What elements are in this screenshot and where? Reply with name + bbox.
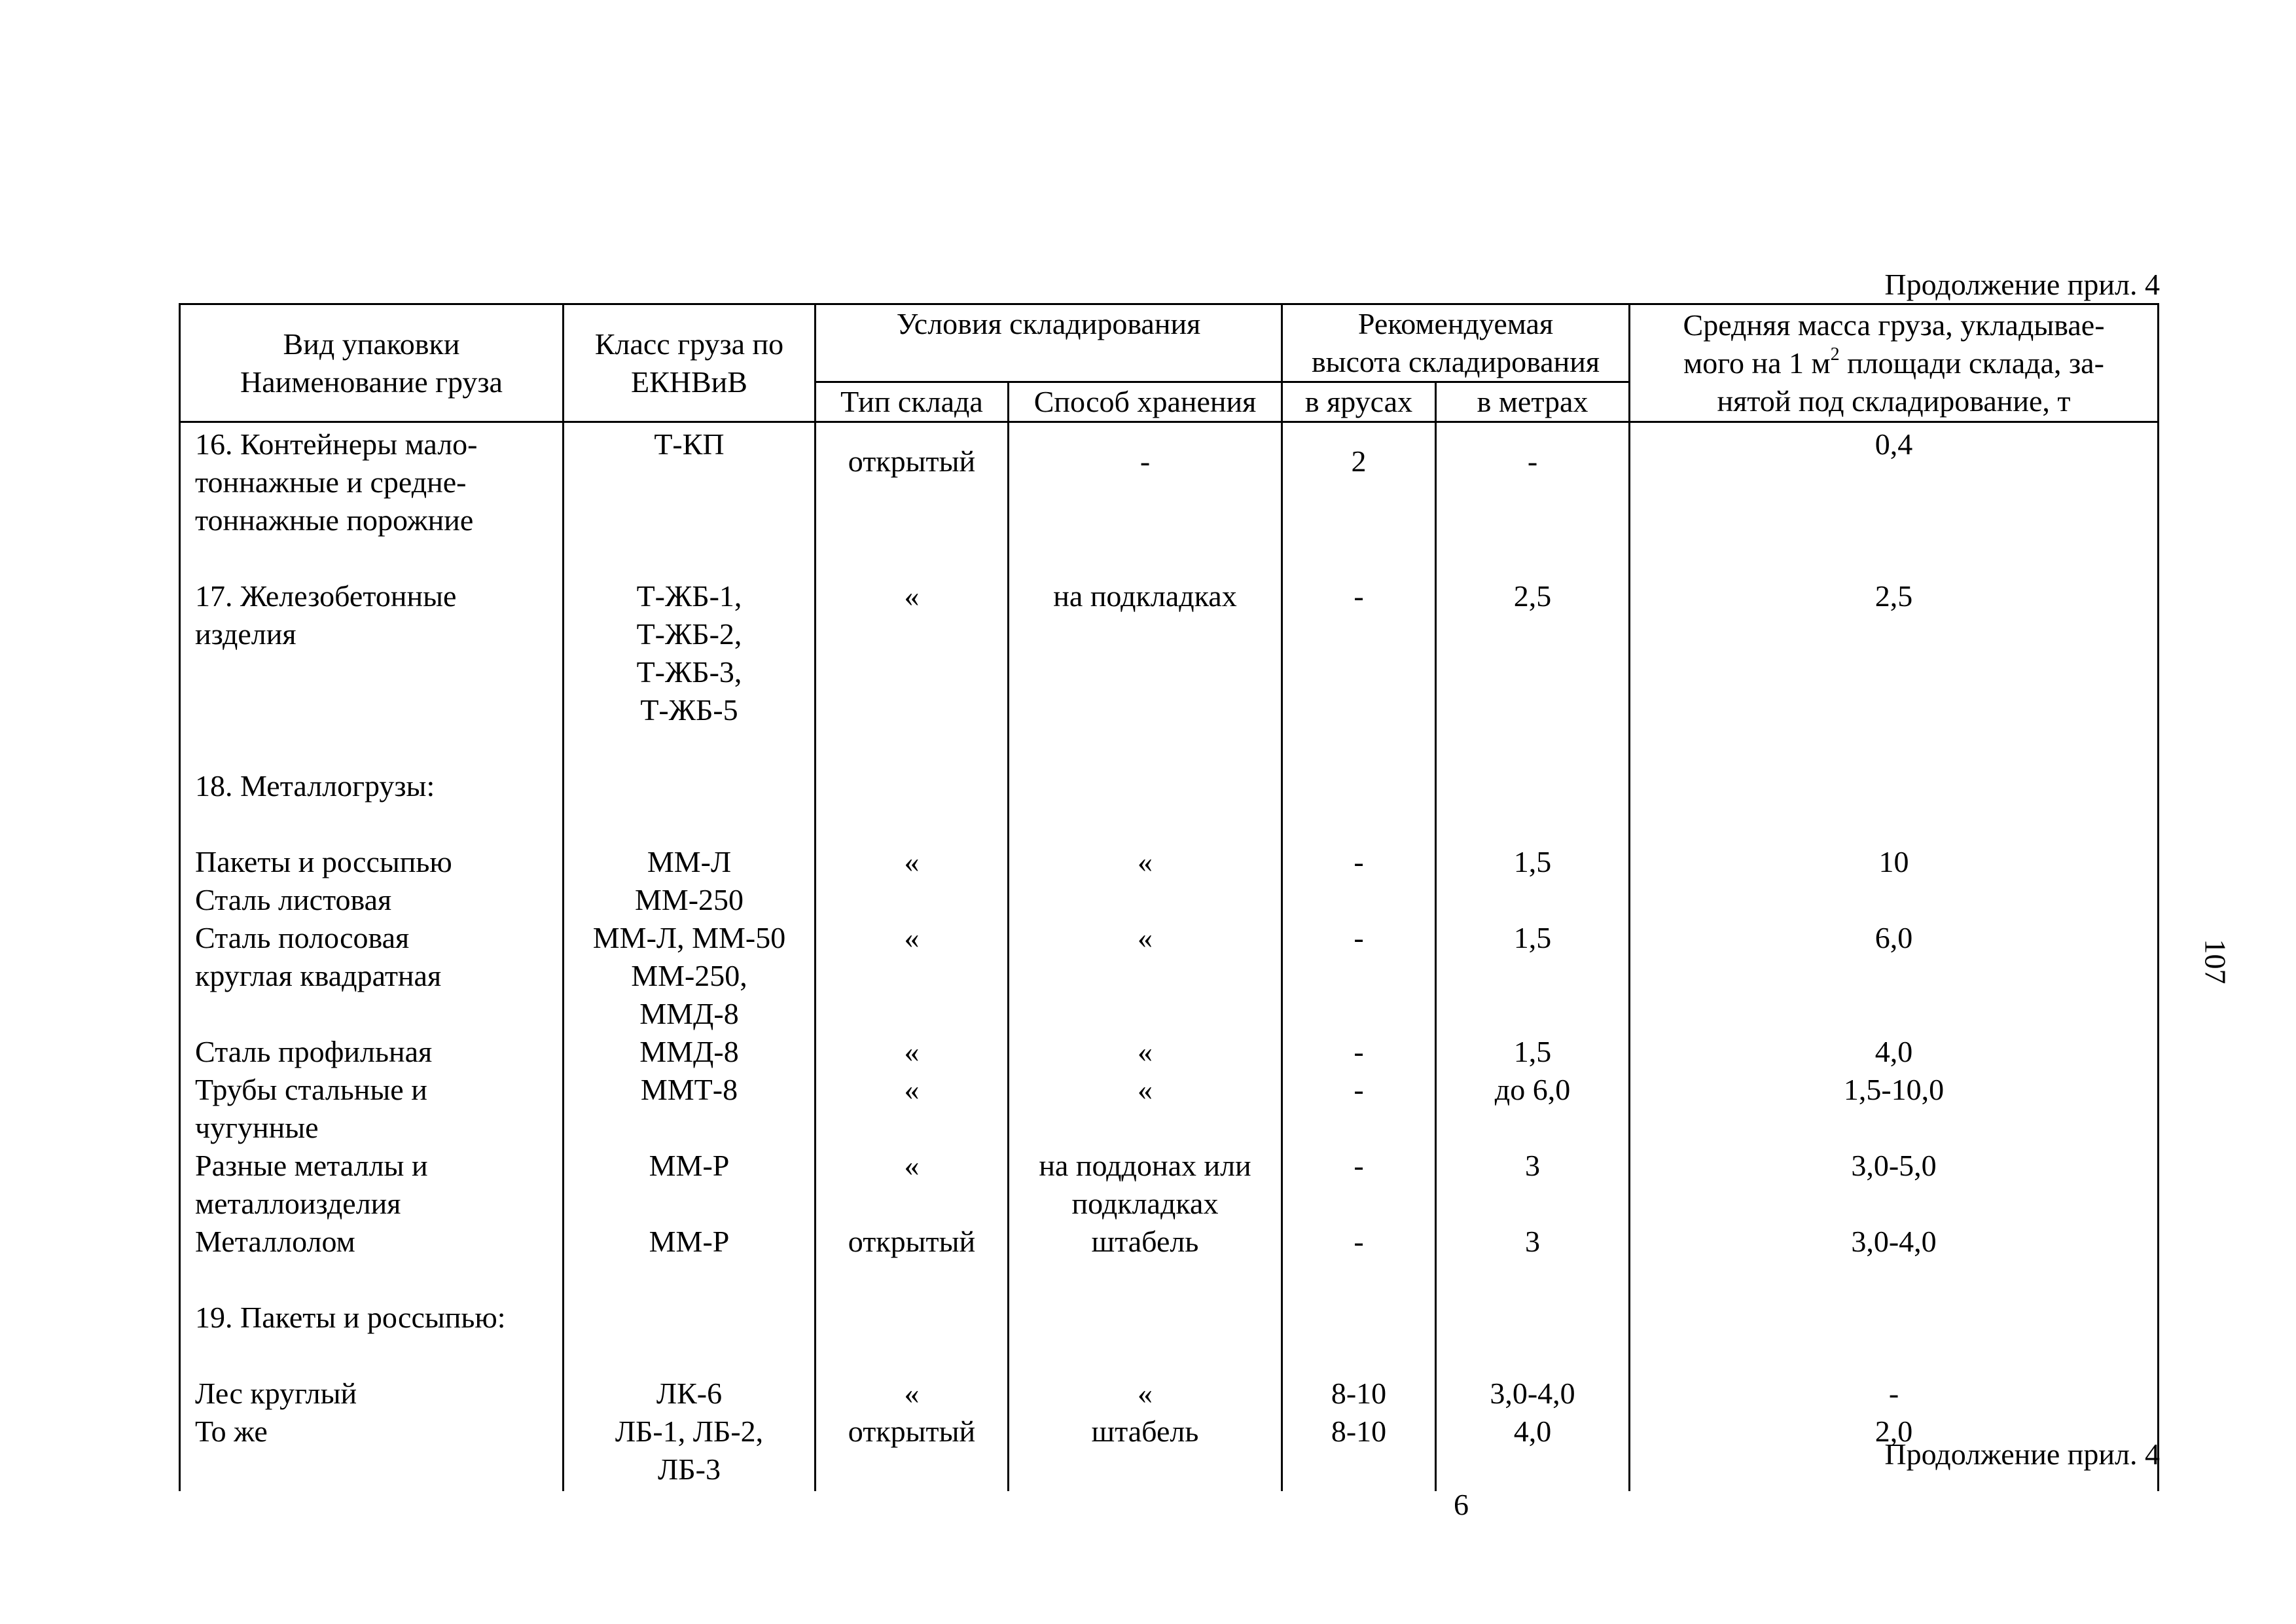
cell-method: « (1009, 1375, 1282, 1413)
storage-table (179, 303, 2159, 1491)
cell-meters: до 6,0 (1436, 1071, 1630, 1147)
cell-section-title: 18. Металлогрузы: (180, 767, 564, 805)
header-in-meters: в метрах (1436, 382, 1630, 422)
cell-type: « (816, 1375, 1009, 1413)
header-average-mass-superscript: 2 (1830, 344, 1840, 365)
spacer-row (180, 1489, 2159, 1491)
cell-class: ММ-Р (564, 1223, 816, 1261)
table-row (180, 1071, 2159, 1147)
cell-meters: - (1436, 422, 1630, 540)
cell-name: Пакеты и россыпью Сталь листовая (180, 843, 564, 919)
cell-name: Сталь полосовая круглая квадратная (180, 919, 564, 1033)
cell-method: « (1009, 1033, 1282, 1071)
table-row (180, 843, 2159, 919)
spacer-row (180, 1337, 2159, 1375)
header-average-mass-line2a: мого на 1 м (1683, 346, 1831, 380)
table-row (180, 1413, 2159, 1489)
cell-method: « (1009, 919, 1282, 1033)
cell-meters: 3 (1436, 1147, 1630, 1223)
cell-type: « (816, 919, 1009, 1033)
cell-mass: 1,5-10,0 (1630, 1071, 2159, 1147)
cell-name: Лес круглый (180, 1375, 564, 1413)
cell-tiers: - (1282, 843, 1436, 919)
cell-class: ММ-Л ММ-250 (564, 843, 816, 919)
spacer-row (180, 805, 2159, 843)
cell-tiers: - (1282, 1147, 1436, 1223)
cell-type: « (816, 1147, 1009, 1223)
cell-method: - (1009, 422, 1282, 540)
continuation-caption-top: Продолжение прил. 4 (1884, 268, 2160, 301)
header-cargo-class: Класс груза по ЕКНВиВ (564, 304, 816, 422)
cell-meters: 1,5 (1436, 843, 1630, 919)
cell-tiers: 2 (1282, 422, 1436, 540)
cell-class: ММТ-8 (564, 1071, 816, 1147)
cell-method: « (1009, 1071, 1282, 1147)
cell-class: ММ-Л, ММ-50 ММ-250, ММД-8 (564, 919, 816, 1033)
cell-class: Т-КП (564, 422, 816, 540)
table-body (180, 422, 2159, 1492)
spacer-row (180, 729, 2159, 767)
cell-mass: 10 (1630, 843, 2159, 919)
cell-mass: 0,4 (1630, 422, 2159, 540)
table-row (180, 767, 2159, 805)
cell-mass: - (1630, 1375, 2159, 1413)
cell-meters: 1,5 (1436, 1033, 1630, 1071)
cell-meters: 3,0-4,0 (1436, 1375, 1630, 1413)
cell-method: штабель (1009, 1223, 1282, 1261)
cell-tiers: - (1282, 919, 1436, 1033)
header-average-mass-line1: Средняя масса груза, укладывае- (1683, 308, 2105, 342)
table-header (180, 304, 2159, 422)
cell-type: открытый (816, 1413, 1009, 1489)
cell-name: То же (180, 1413, 564, 1489)
table-row (180, 1375, 2159, 1413)
cell-mass: 3,0-5,0 (1630, 1147, 2159, 1223)
cell-tiers: - (1282, 1223, 1436, 1261)
spacer-row (180, 539, 2159, 577)
cell-name: Трубы стальные и чугунные (180, 1071, 564, 1147)
cell-tiers: - (1282, 1033, 1436, 1071)
cell-section-title: 19. Пакеты и россыпью: (180, 1299, 564, 1337)
cell-method: на поддонах или подкладках (1009, 1147, 1282, 1223)
cell-mass: 2,5 (1630, 577, 2159, 729)
header-warehouse-type: Тип склада (816, 382, 1009, 422)
header-packaging: Вид упаковки Наименование груза (180, 304, 564, 422)
cell-mass: 3,0-4,0 (1630, 1223, 2159, 1261)
table-row (180, 1033, 2159, 1071)
cell-meters: 1,5 (1436, 919, 1630, 1033)
cell-name: 16. Контейнеры мало- тоннажные и средне- тоннажные порожние (180, 422, 564, 540)
spacer-row (180, 1261, 2159, 1299)
cell-method: на подкладках (1009, 577, 1282, 729)
continuation-caption-bottom: Продолжение прил. 4 (1884, 1437, 2160, 1471)
cell-class: ММ-Р (564, 1147, 816, 1223)
cell-type: « (816, 843, 1009, 919)
cell-mass: 2,0 (1630, 1413, 2159, 1489)
table-row (180, 919, 2159, 1033)
side-page-number: 107 (2198, 939, 2233, 984)
cell-meters: 3 (1436, 1223, 1630, 1261)
cell-class: ММД-8 (564, 1033, 816, 1071)
cell-type: « (816, 577, 1009, 729)
cell-name: Разные металлы и металлоизделия (180, 1147, 564, 1223)
cell-name: Металлолом (180, 1223, 564, 1261)
cell-mass: 4,0 (1630, 1033, 2159, 1071)
table-row (180, 577, 2159, 729)
header-in-tiers: в ярусах (1282, 382, 1436, 422)
header-average-mass-line3: нятой под складирование, т (1717, 384, 2071, 418)
cell-method: штабель (1009, 1413, 1282, 1489)
cell-meters: 2,5 (1436, 577, 1630, 729)
table-row (180, 1223, 2159, 1261)
header-recommended-height: Рекомендуемая высота складирования (1282, 304, 1630, 382)
table-row (180, 1147, 2159, 1223)
cell-class: ЛК-6 (564, 1375, 816, 1413)
header-storage-method: Способ хранения (1009, 382, 1282, 422)
cell-tiers: 8-10 (1282, 1413, 1436, 1489)
cell-tiers: 8-10 (1282, 1375, 1436, 1413)
table-row (180, 1299, 2159, 1337)
cell-type: открытый (816, 1223, 1009, 1261)
cell-type: « (816, 1071, 1009, 1147)
cell-tiers: - (1282, 1071, 1436, 1147)
cell-type: открытый (816, 422, 1009, 540)
table-row (180, 422, 2159, 540)
cell-type: « (816, 1033, 1009, 1071)
cell-name: 17. Железобетонные изделия (180, 577, 564, 729)
cell-name: Сталь профильная (180, 1033, 564, 1071)
cell-tiers: - (1282, 577, 1436, 729)
cell-class: Т-ЖБ-1, Т-ЖБ-2, Т-ЖБ-3, Т-ЖБ-5 (564, 577, 816, 729)
cell-meters: 4,0 (1436, 1413, 1630, 1489)
page-number: 6 (1454, 1488, 1469, 1521)
header-average-mass (1630, 304, 2159, 422)
header-average-mass-line2b: площади склада, за- (1839, 346, 2104, 380)
cell-method: « (1009, 843, 1282, 919)
cell-mass: 6,0 (1630, 919, 2159, 1033)
header-storage-conditions: Условия складирования (816, 304, 1282, 382)
cell-class: ЛБ-1, ЛБ-2, ЛБ-3 (564, 1413, 816, 1489)
